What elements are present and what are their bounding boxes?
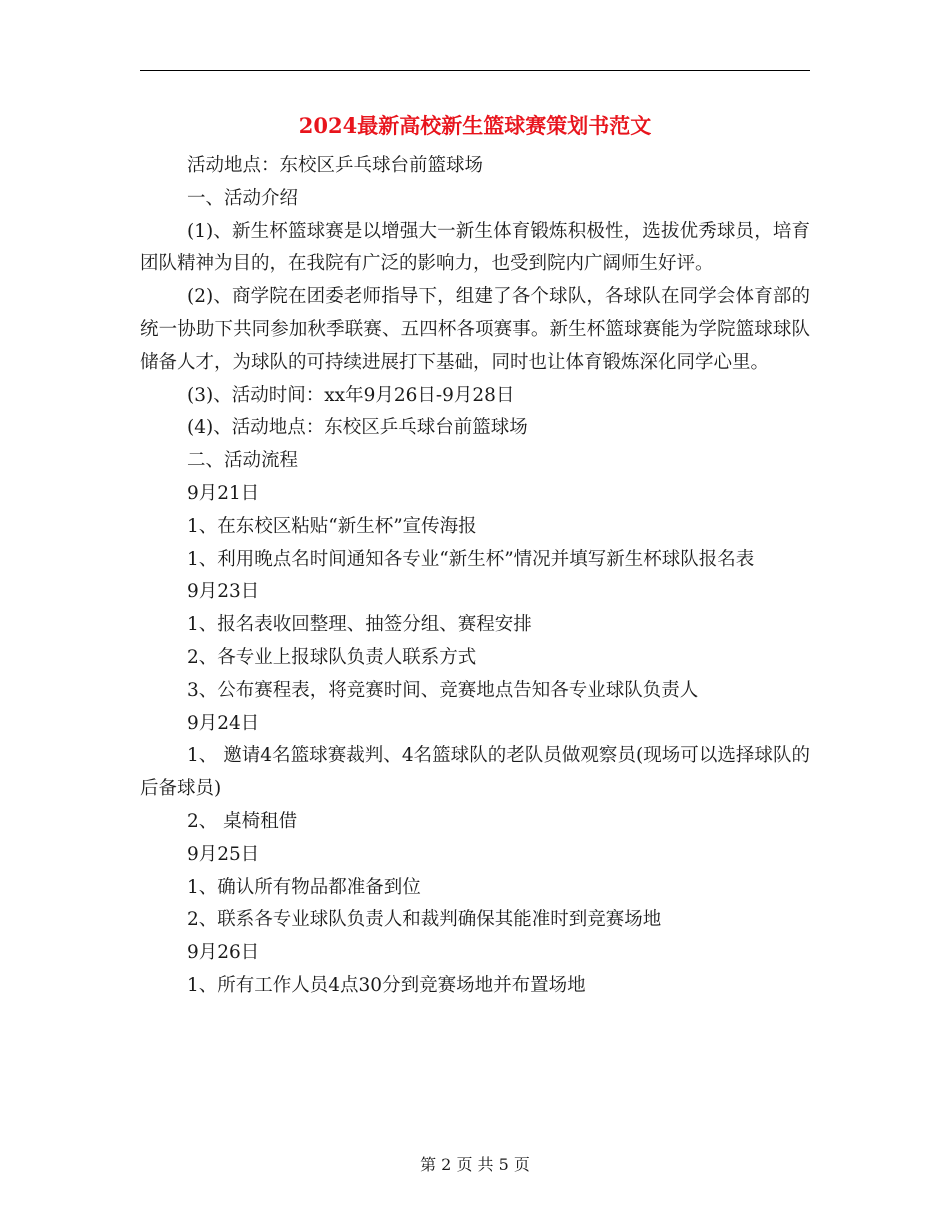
paragraph-activity-venue: (4)、活动地点：东校区乒乓球台前篮球场 (187, 417, 528, 439)
list-item: 2、各专业上报球队负责人联系方式 (187, 646, 477, 668)
document-body (140, 150, 810, 1003)
date-sep-23: 9月23日 (187, 581, 260, 603)
list-item: 1、所有工作人员4点30分到竞赛场地并布置场地 (187, 974, 586, 996)
page-number: 第 2 页 共 5 页 (420, 1155, 530, 1174)
paragraph-venue: 活动地点：东校区乒乓球台前篮球场 (187, 155, 484, 176)
list-item: 1、利用晚点名时间通知各专业“新生杯”情况并填写新生杯球队报名表 (187, 548, 755, 570)
list-item: 3、公布赛程表，将竞赛时间、竞赛地点告知各专业球队负责人 (187, 679, 699, 701)
list-item: 2、联系各专业球队负责人和裁判确保其能准时到竞赛场地 (187, 909, 662, 931)
heading-activity-process: 二、活动流程 (187, 450, 299, 472)
list-item: 1、 邀请4名篮球赛裁判、4名篮球队的老队员做观察员(现场可以选择球队的后备球员) (140, 745, 810, 800)
heading-activity-intro: 一、活动介绍 (187, 187, 299, 209)
date-sep-26: 9月26日 (187, 942, 260, 964)
list-item: 1、在东校区粘贴“新生杯”宣传海报 (187, 515, 477, 537)
date-sep-25: 9月25日 (187, 843, 260, 865)
document-title: 2024最新高校新生篮球赛策划书范文 (298, 113, 652, 138)
list-item: 1、报名表收回整理、抽签分组、赛程安排 (187, 614, 532, 636)
paragraph-intro-1: (1)、新生杯篮球赛是以增强大一新生体育锻炼积极性，选拔优秀球员，培育团队精神为目的，在我院有广泛的影响力，也受到院内广阔师生好评。 (140, 220, 810, 275)
header-rule (140, 70, 810, 71)
date-sep-24: 9月24日 (187, 712, 260, 734)
list-item: 1、确认所有物品都准备到位 (187, 876, 421, 898)
date-sep-21: 9月21日 (187, 482, 260, 504)
paragraph-activity-time: (3)、活动时间：xx年9月26日-9月28日 (187, 384, 515, 406)
paragraph-intro-2: (2)、商学院在团委老师指导下，组建了各个球队，各球队在同学会体育部的统一协助下共同参加秋季联赛、五四杯各项赛事。新生杯篮球赛能为学院篮球球队储备人才，为球队的可持续进展打下基础，同时也让体育锻炼深化同学心里。 (140, 286, 810, 373)
list-item: 2、 桌椅租借 (187, 810, 298, 832)
